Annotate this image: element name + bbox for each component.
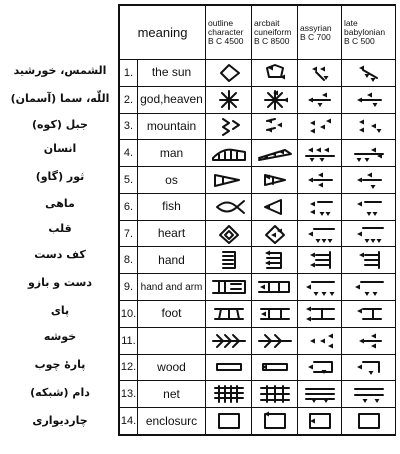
sun-sign-icon [252, 62, 297, 84]
row-meaning: wood [138, 354, 206, 381]
header-line: B C 4500 [208, 36, 244, 46]
late-babylonian-cell [342, 301, 396, 328]
row-meaning: heart [138, 220, 206, 247]
wood-sign-icon [252, 356, 297, 378]
late-babylonian-cell [342, 140, 396, 167]
enclosure-sign-icon [298, 410, 341, 432]
archaic-cuneiform-cell [252, 247, 298, 274]
outline-character-cell [206, 113, 252, 140]
outline-character-cell [206, 193, 252, 220]
archaic-cuneiform-cell [252, 354, 298, 381]
outline-character-cell [206, 86, 252, 113]
table-row [120, 381, 396, 408]
sun-sign-icon [298, 62, 341, 84]
persian-label: جبل (کوه) [32, 118, 88, 131]
row-meaning: enclosurc [138, 408, 206, 435]
late-babylonian-cell [342, 167, 396, 194]
persian-label: ثور (گاو) [35, 170, 85, 183]
assyrian-cell [298, 301, 342, 328]
header-line: cuneiform [254, 27, 292, 37]
row-meaning: mountain [138, 113, 206, 140]
fish-sign-icon [206, 196, 251, 218]
mountain-sign-icon [342, 115, 395, 137]
late-babylonian-cell [342, 408, 396, 435]
foot-sign-icon [206, 303, 251, 325]
sign-table [119, 5, 396, 435]
table-row [120, 86, 396, 113]
archaic-cuneiform-cell [252, 220, 298, 247]
table-row [120, 167, 396, 194]
meaning-header: meaning [120, 6, 206, 60]
table-row [120, 327, 396, 354]
persian-label: خوشه [43, 330, 77, 343]
persian-label: دام (شبکه) [30, 386, 90, 399]
outline-character-header [206, 6, 252, 60]
assyrian-cell [298, 408, 342, 435]
row-meaning: net [138, 381, 206, 408]
ear-of-grain-sign-icon [206, 330, 251, 352]
wood-sign-icon [298, 356, 341, 378]
man-sign-icon [342, 142, 395, 164]
row-number: 12. [120, 354, 138, 381]
heart-sign-icon [206, 223, 251, 245]
archaic-cuneiform-cell [252, 327, 298, 354]
row-meaning: hand [138, 247, 206, 274]
table-row [120, 220, 396, 247]
archaic-cuneiform-cell [252, 86, 298, 113]
row-number: 5. [120, 167, 138, 194]
late-babylonian-cell [342, 274, 396, 301]
row-meaning: the sun [138, 60, 206, 87]
arm-sign-icon [342, 276, 395, 298]
fish-sign-icon [252, 196, 297, 218]
ear-of-grain-sign-icon [298, 330, 341, 352]
outline-character-cell [206, 140, 252, 167]
wood-sign-icon [342, 356, 395, 378]
archaic-cuneiform-cell [252, 408, 298, 435]
late-babylonian-cell [342, 86, 396, 113]
hand-sign-icon [298, 249, 341, 271]
outline-character-cell [206, 327, 252, 354]
foot-sign-icon [252, 303, 297, 325]
outline-character-cell [206, 60, 252, 87]
persian-label: انسان [43, 142, 77, 155]
hand-sign-icon [252, 249, 297, 271]
fish-sign-icon [298, 196, 341, 218]
star-sign-icon [252, 89, 297, 111]
row-number: 10. [120, 301, 138, 328]
header-line: arcbait [254, 18, 280, 28]
table-row [120, 140, 396, 167]
outline-character-cell [206, 354, 252, 381]
mountain-sign-icon [298, 115, 341, 137]
archaic-cuneiform-cell [252, 274, 298, 301]
row-meaning: hand and arm [138, 274, 206, 301]
ox-sign-icon [298, 169, 341, 191]
persian-label: اللّه، سما (آسمان) [10, 92, 110, 105]
arm-sign-icon [206, 276, 251, 298]
persian-label: الشمس، خورشید [13, 64, 107, 77]
row-meaning: foot [138, 301, 206, 328]
ear-of-grain-sign-icon [342, 330, 395, 352]
enclosure-sign-icon [252, 410, 297, 432]
archaic-cuneiform-cell [252, 167, 298, 194]
net-sign-icon [298, 383, 341, 405]
assyrian-cell [298, 86, 342, 113]
archaic-cuneiform-cell [252, 301, 298, 328]
persian-label: چاردیواری [32, 414, 88, 427]
table-row [120, 247, 396, 274]
late-babylonian-cell [342, 193, 396, 220]
arm-sign-icon [298, 276, 341, 298]
late-babylonian-cell [342, 354, 396, 381]
header-line: B C 8500 [254, 36, 290, 46]
row-meaning: os [138, 167, 206, 194]
table-row [120, 274, 396, 301]
assyrian-cell [298, 220, 342, 247]
row-meaning: god,heaven [138, 86, 206, 113]
table-header-row [120, 6, 396, 60]
heart-sign-icon [252, 223, 297, 245]
assyrian-cell [298, 354, 342, 381]
table-row [120, 193, 396, 220]
assyrian-cell [298, 60, 342, 87]
row-meaning: fish [138, 193, 206, 220]
heart-sign-icon [298, 223, 341, 245]
net-sign-icon [342, 383, 395, 405]
cuneiform-evolution-table [118, 4, 396, 436]
row-number: 6. [120, 193, 138, 220]
man-sign-icon [298, 142, 341, 164]
hand-sign-icon [206, 249, 251, 271]
header-line: babylonian [344, 27, 386, 37]
enclosure-sign-icon [206, 410, 251, 432]
assyrian-cell [298, 193, 342, 220]
assyrian-header [298, 6, 342, 60]
wood-sign-icon [206, 356, 251, 378]
star-sign-icon [206, 89, 251, 111]
persian-labels-column [0, 0, 120, 454]
row-number: 2. [120, 86, 138, 113]
ox-sign-icon [342, 169, 395, 191]
archaic-cuneiform-header [252, 6, 298, 60]
archaic-cuneiform-cell [252, 113, 298, 140]
late-babylonian-header [342, 6, 396, 60]
header-line: assyrian [300, 22, 332, 33]
archaic-cuneiform-cell [252, 140, 298, 167]
assyrian-cell [298, 140, 342, 167]
assyrian-cell [298, 113, 342, 140]
heart-sign-icon [342, 223, 395, 245]
outline-character-cell [206, 274, 252, 301]
table-row [120, 408, 396, 435]
ear-of-grain-sign-icon [252, 330, 297, 352]
persian-label: قلب [48, 222, 72, 235]
archaic-cuneiform-cell [252, 193, 298, 220]
star-sign-icon [342, 89, 395, 111]
table-row [120, 301, 396, 328]
row-number: 1. [120, 60, 138, 87]
header-line: outline [208, 18, 234, 28]
hand-sign-icon [342, 249, 395, 271]
assyrian-cell [298, 381, 342, 408]
assyrian-cell [298, 247, 342, 274]
assyrian-cell [298, 327, 342, 354]
ox-sign-icon [206, 169, 251, 191]
row-number: 7. [120, 220, 138, 247]
row-meaning [138, 327, 206, 354]
header-line: late [344, 18, 358, 28]
row-number: 13. [120, 381, 138, 408]
outline-character-cell [206, 381, 252, 408]
man-sign-icon [206, 142, 251, 164]
table-row [120, 354, 396, 381]
table-row [120, 113, 396, 140]
outline-character-cell [206, 301, 252, 328]
late-babylonian-cell [342, 113, 396, 140]
persian-label: ماهی [45, 197, 75, 210]
row-number: 14. [120, 408, 138, 435]
row-number: 4. [120, 140, 138, 167]
archaic-cuneiform-cell [252, 381, 298, 408]
outline-character-cell [206, 220, 252, 247]
persian-label: پای [50, 304, 70, 317]
assyrian-cell [298, 167, 342, 194]
fish-sign-icon [342, 196, 395, 218]
assyrian-cell [298, 274, 342, 301]
arm-sign-icon [252, 276, 297, 298]
star-sign-icon [298, 89, 341, 111]
man-sign-icon [252, 142, 297, 164]
row-number: 11. [120, 327, 138, 354]
late-babylonian-cell [342, 220, 396, 247]
net-sign-icon [206, 383, 251, 405]
header-line: B C 700 [300, 31, 331, 42]
mountain-sign-icon [252, 115, 297, 137]
late-babylonian-cell [342, 381, 396, 408]
late-babylonian-cell [342, 247, 396, 274]
row-number: 9. [120, 274, 138, 301]
persian-label: پارهٔ چوب [34, 358, 86, 371]
enclosure-sign-icon [342, 410, 395, 432]
table-row [120, 60, 396, 87]
net-sign-icon [252, 383, 297, 405]
foot-sign-icon [298, 303, 341, 325]
persian-label: کف دست [34, 248, 86, 261]
foot-sign-icon [342, 303, 395, 325]
sun-sign-icon [206, 62, 251, 84]
outline-character-cell [206, 247, 252, 274]
mountain-sign-icon [206, 115, 251, 137]
row-number: 8. [120, 247, 138, 274]
archaic-cuneiform-cell [252, 60, 298, 87]
row-meaning: man [138, 140, 206, 167]
persian-label: دست و بازو [27, 276, 93, 289]
outline-character-cell [206, 408, 252, 435]
outline-character-cell [206, 167, 252, 194]
ox-sign-icon [252, 169, 297, 191]
late-babylonian-cell [342, 327, 396, 354]
header-line: character [208, 27, 244, 37]
header-line: B C 500 [344, 36, 375, 46]
row-number: 3. [120, 113, 138, 140]
late-babylonian-cell [342, 60, 396, 87]
sun-sign-icon [342, 62, 395, 84]
